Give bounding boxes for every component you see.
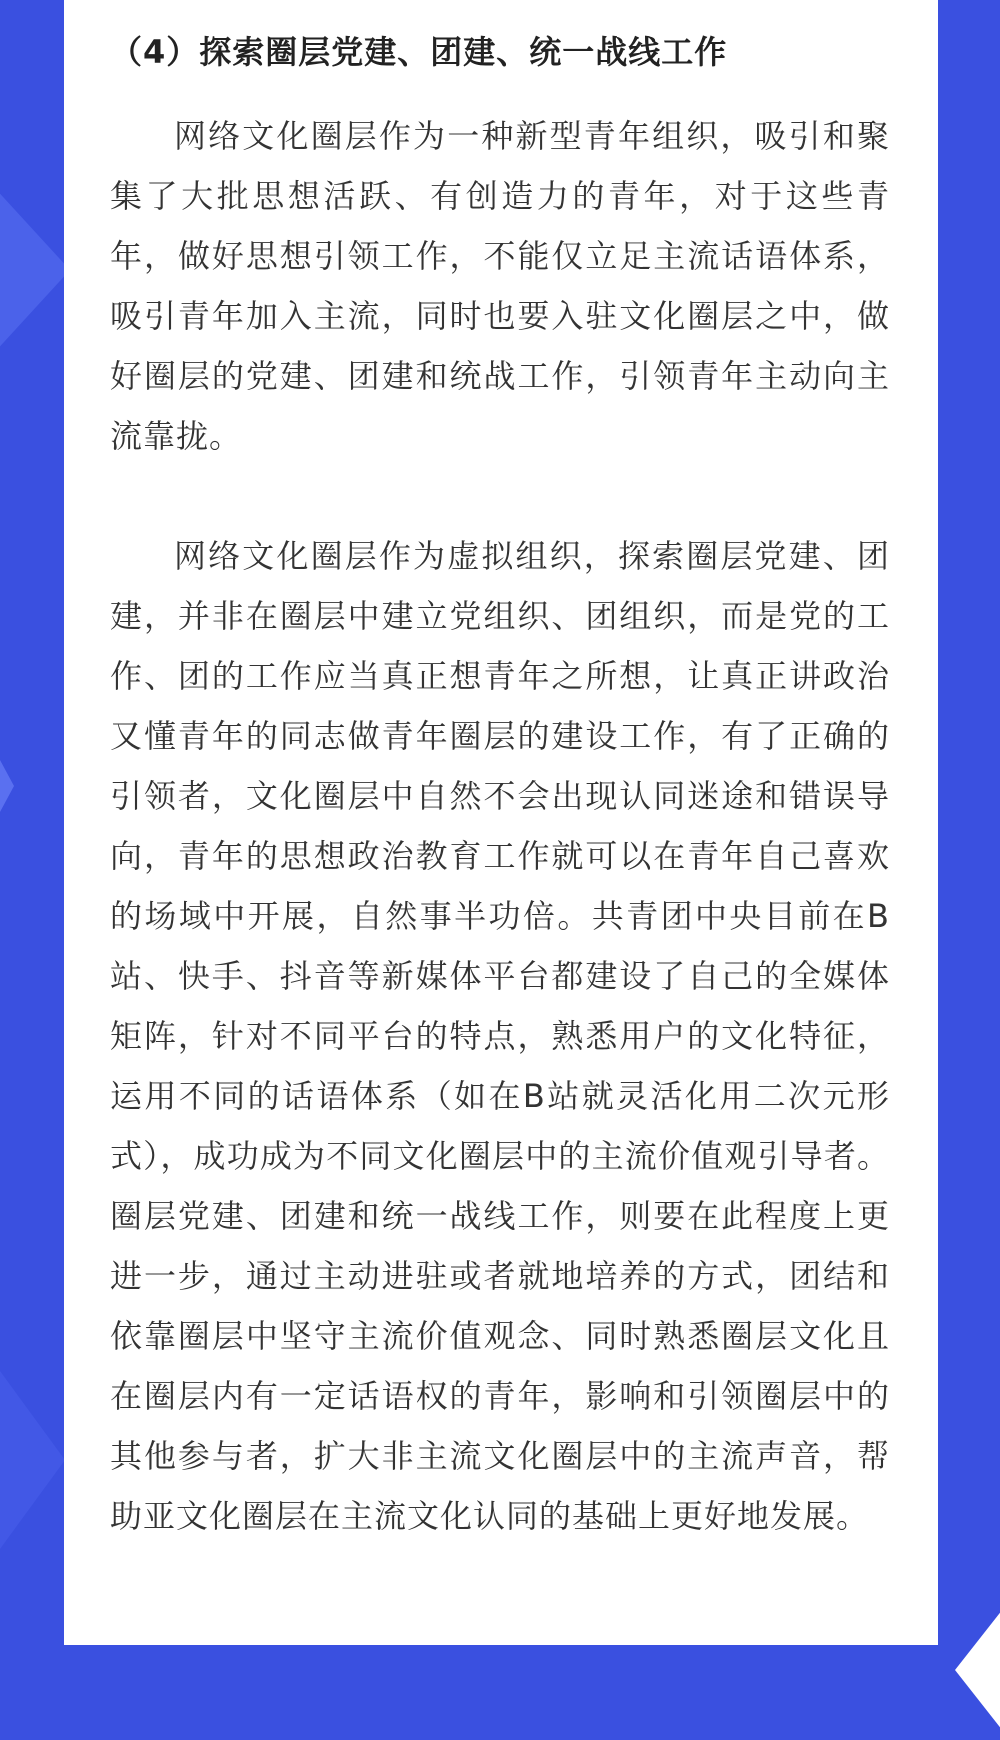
paragraph-2: 网络文化圈层作为虚拟组织，探索圈层党建、团建，并非在圈层中建立党组织、团组织，而是党的工作、团的工作应当真正想青年之所想，让真正讲政治又懂青年的同志做青年圈层的建设工作，有了正确的引领者，文化圈层中自然不会出现认同迷途和错误导向，青年的思想政治教育工作就可以在青年自己喜欢的场域中开展，自然事半功倍。共青团中央目前在B站、快手、抖音等新媒体平台都建设了自己的全媒体矩阵，针对不同平台的特点，熟悉用户的文化特征，运用不同的话语体系（如在B站就灵活化用二次元形式），成功成为不同文化圈层中的主流价值观引导者。圈层党建、团建和统一战线工作，则要在此程度上更进一步，通过主动进驻或者就地培养的方式，团结和依靠圈层中坚守主流价值观念、同时熟悉圈层文化且在圈层内有一定话语权的青年，影响和引领圈层中的其他参与者，扩大非主流文化圈层中的主流声音，帮助亚文化圈层在主流文化认同的基础上更好地发展。	[110, 537, 890, 1535]
section-heading: （4）探索圈层党建、团建、统一战线工作	[110, 33, 728, 71]
article-card	[64, 0, 938, 1645]
decorative-triangle-left-top	[0, 150, 70, 390]
decorative-triangle-right-bottom	[955, 1600, 1000, 1740]
decorative-triangle-left-bottom	[0, 1330, 65, 1590]
paragraph-1: 网络文化圈层作为一种新型青年组织，吸引和聚集了大批思想活跃、有创造力的青年，对于这些青年，做好思想引领工作，不能仅立足主流话语体系，吸引青年加入主流，同时也要入驻文化圈层之中，做好圈层的党建、团建和统战工作，引领青年主动向主流靠拢。	[110, 117, 890, 455]
decorative-arrow-left	[0, 760, 14, 812]
